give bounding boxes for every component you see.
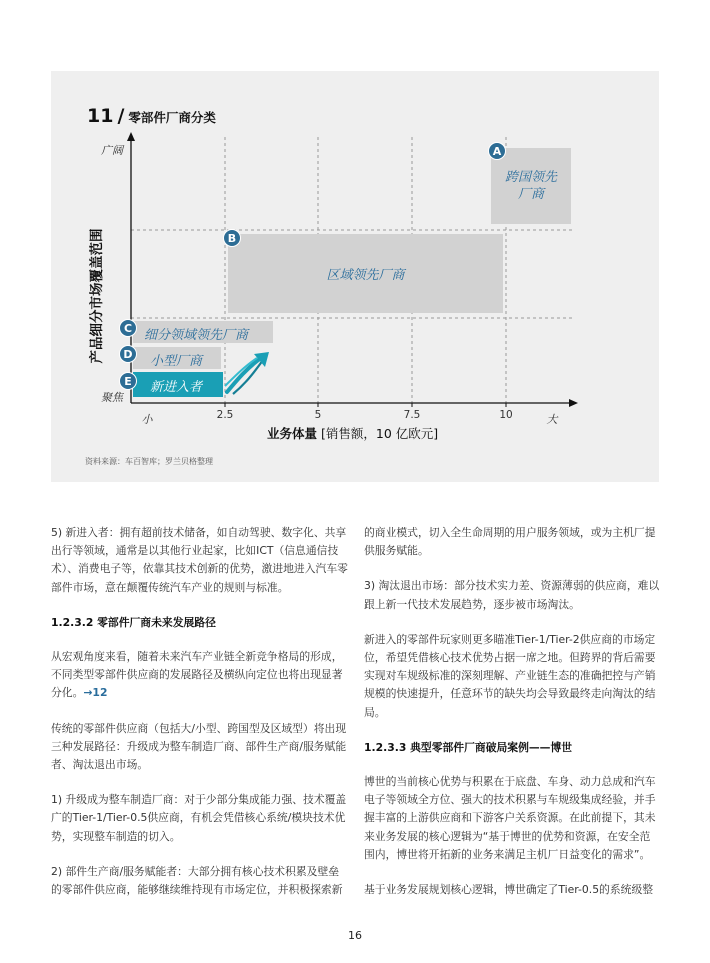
- paragraph: 基于业务发展规划核心逻辑，博世确定了Tier-0.5的系统级整: [364, 883, 654, 897]
- y-axis-top-label: 广阔: [101, 144, 123, 157]
- growth-arrow-icon: [223, 350, 273, 396]
- figure-reference-link[interactable]: →12: [83, 686, 108, 700]
- badge-c: C: [119, 319, 137, 337]
- paragraph: 的商业模式，切入全生命周期的用户服务领域，或为主机厂提供服务赋能。: [364, 526, 656, 558]
- y-axis-bottom-label: 聚焦: [101, 391, 123, 404]
- badge-e: E: [119, 372, 137, 390]
- x-tick-label: 10: [499, 409, 513, 421]
- paragraph: 5) 新进入者：拥有超前技术储备，如自动驾驶、数字化、共享出行等领域，通常是以其他行业起家，比如ICT（信息通信技术）、消费电子等，依靠其技术创新的优势，激进地进入汽车零部件市场，意在颠覆传统汽车产业的规则与标准。: [51, 526, 348, 594]
- paragraph: 3) 淘汰退出市场：部分技术实力差、资源薄弱的供应商，难以跟上新一代技术发展趋势，逐步被市场淘汰。: [364, 579, 660, 611]
- x-axis-arrow: [569, 399, 578, 407]
- right-column: [364, 524, 660, 916]
- figure-number: 11: [87, 105, 114, 127]
- badge-a: A: [488, 142, 506, 160]
- badge-b: B: [223, 229, 241, 247]
- figure-name: 零部件厂商分类: [128, 110, 216, 125]
- section-heading: 1.2.3.2 零部件厂商未来发展路径: [51, 615, 216, 629]
- x-tick-label: 5: [314, 409, 322, 421]
- paragraph: 1) 升级成为整车制造厂商：对于少部分集成能力强、技术覆盖广的Tier-1/Tier-0.5供应商，有机会凭借核心系统/模块技术优势，实现整车制造的切入。: [51, 793, 347, 843]
- badge-d: D: [119, 345, 137, 363]
- paragraph: 从宏观角度来看，随着未来汽车产业链全新竞争格局的形成，不同类型零部件供应商的发展路径及横纵向定位也将出现显著分化。→12: [51, 650, 343, 700]
- x-axis-label: 业务体量 [销售额，10 亿欧元]: [267, 426, 439, 441]
- left-column: [51, 524, 348, 916]
- y-axis-label: 产品细分市场覆盖范围: [89, 228, 105, 364]
- paragraph: 传统的零部件供应商（包括大/小型、跨国型及区域型）将出现三种发展路径：升级成为整车制造厂商、部件生产商/服务赋能者、淘汰退出市场。: [51, 721, 347, 772]
- section-heading: 1.2.3.3 典型零部件厂商破局案例——博世: [364, 740, 573, 754]
- page-number: 16: [348, 929, 362, 942]
- x-tick-label-small: 小: [141, 413, 153, 426]
- region-label-e: 新进入者: [150, 380, 203, 395]
- paragraph: 2) 部件生产商/服务赋能者：大部分拥有核心技术积累及壁垒的零部件供应商，能够继续维持现有市场定位，并积极探索新: [51, 864, 343, 897]
- x-tick-label: 2.5: [216, 409, 234, 421]
- region-label-a: 跨国领先 厂商: [504, 170, 557, 202]
- x-tick-label: 7.5: [403, 409, 421, 421]
- region-label-d: 小型厂商: [150, 354, 203, 369]
- y-axis-arrow: [127, 132, 135, 141]
- region-label-c: 细分领域领先厂商: [144, 328, 249, 343]
- paragraph: 新进入的零部件玩家则更多瞄准Tier-1/Tier-2供应商的市场定位，希望凭借核心技术优势占据一席之地。但跨界的背后需要实现对车规级标准的深刻理解、产业链生态的准确把控与产销规模的快速提升，任意环节的缺失均会导致最终走向淘汰的结局。: [364, 632, 656, 719]
- figure-slash: /: [117, 105, 125, 127]
- figure-panel: [51, 71, 659, 482]
- region-label-b: 区域领先厂商: [326, 268, 405, 283]
- figure-source: 资料来源：车百智库；罗兰贝格整理: [85, 457, 213, 466]
- x-tick-label-large: 大: [546, 413, 558, 426]
- paragraph: 博世的当前核心优势与积累在于底盘、车身、动力总成和汽车电子等领域全方位、强大的技术积累与车规级集成经验，并手握丰富的上游供应商和下游客户关系资源。在此前提下，其未来业务发展的核心逻辑为“基于博世的优势和资源，在安全范围内，博世将开拓新的业务来满足主机厂日益变化的需求”。: [364, 775, 656, 861]
